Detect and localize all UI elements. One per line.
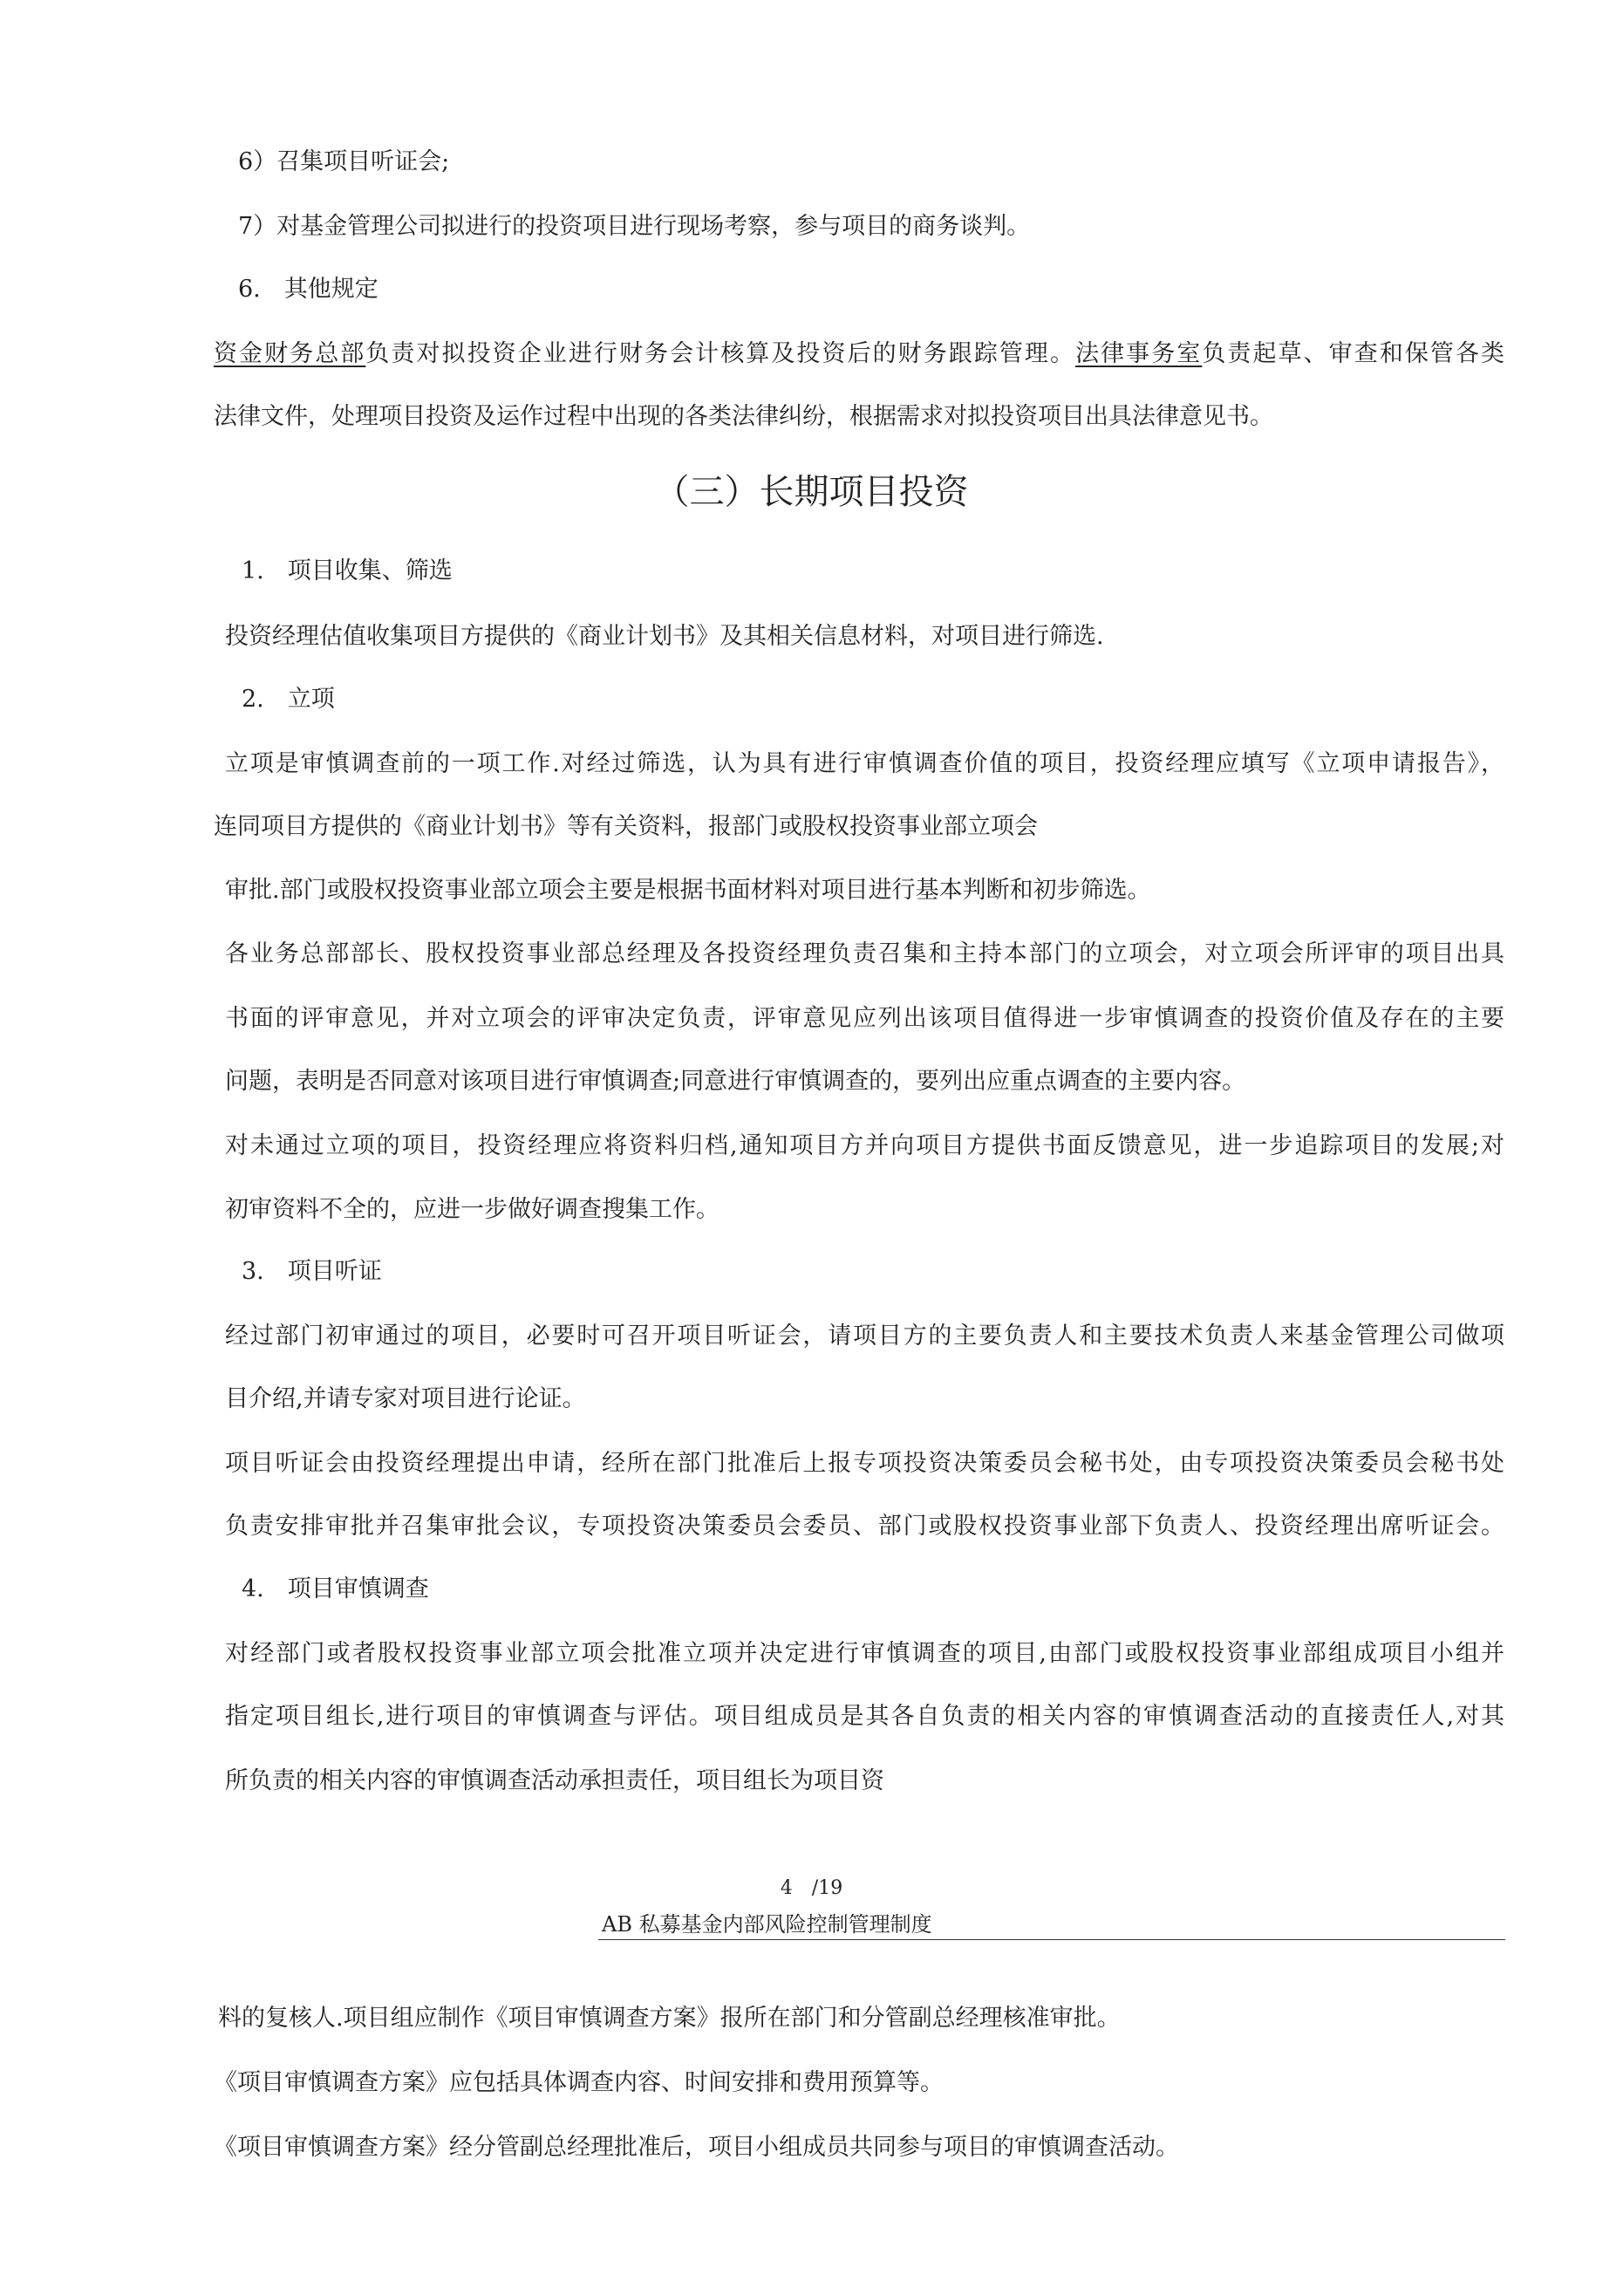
paragraph-rejected-line2: 初审资料不全的，应进一步做好调查搜集工作。: [225, 1196, 719, 1223]
list-item-6: 6）召集项目听证会;: [238, 148, 450, 175]
page-number: 4 /19: [780, 1877, 843, 1899]
paragraph-rejected-line1: 对未通过立项的项目，投资经理应将资料归档,通知项目方并向项目方提供书面反馈意见，进一步追踪项目的发展;对: [225, 1132, 1504, 1159]
paragraph-hearing-line2: 目介绍,并请专家对项目进行论证。: [225, 1385, 586, 1412]
paragraph-review-line2: 书面的评审意见，并对立项会的评审决定负责，评审意见应列出该项目值得进一步审慎调查的投资价值及存在的主要: [225, 1005, 1504, 1032]
paragraph-review-line1: 各业务总部部长、股权投资事业部总经理及各投资经理负责召集和主持本部门的立项会，对立项会所评审的项目出具: [225, 940, 1504, 967]
finance-duties-text: 负责对拟投资企业进行财务会计核算及投资后的财务跟踪管理。: [365, 340, 1076, 367]
document-footer-title: AB 私募基金内部风险控制管理制度: [602, 1912, 932, 1937]
paragraph-review-line3: 问题，表明是否同意对该项目进行审慎调查;同意进行审慎调查的，要列出应重点调查的主要内容。: [225, 1068, 1246, 1095]
heading-due-diligence: 4. 项目审慎调查: [242, 1575, 429, 1602]
paragraph-hearing-process-line2: 负责安排审批并召集审批会议，专项投资决策委员会委员、部门或股权投资事业部下负责人、投资经理出席听证会。: [225, 1513, 1504, 1540]
legal-duties-text: 负责起草、审查和保管各类: [1202, 340, 1505, 367]
paragraph-approval: 审批.部门或股权投资事业部立项会主要是根据书面材料对项目进行基本判断和初步筛选。: [225, 877, 1151, 904]
heading-project-initiation: 2. 立项: [242, 686, 335, 713]
paragraph-initiation-line1: 立项是审慎调查前的一项工作.对经过筛选，认为具有进行审慎调查价值的项目，投资经理应填写《立项申请报告》，: [225, 750, 1504, 777]
list-item-7: 7）对基金管理公司拟进行的投资项目进行现场考察，参与项目的商务谈判。: [238, 213, 1031, 240]
paragraph-initiation-line2: 连同项目方提供的《商业计划书》等有关资料，报部门或股权投资事业部立项会: [214, 813, 1038, 840]
next-page-line1: 料的复核人.项目组应制作《项目审慎调查方案》报所在部门和分管副总经理核准审批。: [218, 2005, 1121, 2032]
heading-other-rules: 6. 其他规定: [238, 276, 378, 303]
paragraph-responsibilities-line2: 法律文件，处理项目投资及运作过程中出现的各类法律纠纷，根据需求对拟投资项目出具法律意见书。: [214, 403, 1273, 430]
paragraph-due-diligence-line3: 所负责的相关内容的审慎调查活动承担责任，项目组长为项目资: [225, 1767, 884, 1794]
paragraph-hearing-process-line1: 项目听证会由投资经理提出申请，经所在部门批准后上报专项投资决策委员会秘书处，由专项投资决策委员会秘书处: [225, 1450, 1504, 1477]
paragraph-hearing-line1: 经过部门初审通过的项目，必要时可召开项目听证会，请项目方的主要负责人和主要技术负责人来基金管理公司做项: [225, 1322, 1504, 1350]
next-page-line3: 《项目审慎调查方案》经分管副总经理批准后，项目小组成员共同参与项目的审慎调查活动。: [214, 2134, 1179, 2161]
heading-project-collection: 1. 项目收集、筛选: [242, 557, 453, 584]
dept-finance: 资金财务总部: [214, 340, 366, 367]
paragraph-due-diligence-line2: 指定项目组长,进行项目的审慎调查与评估。项目组成员是其各自负责的相关内容的审慎调查活动的直接责任人,对其: [225, 1703, 1504, 1730]
dept-legal: 法律事务室: [1075, 340, 1203, 367]
next-page-line2: 《项目审慎调查方案》应包括具体调查内容、时间安排和费用预算等。: [214, 2069, 944, 2096]
paragraph-collection: 投资经理估值收集项目方提供的《商业计划书》及其相关信息材料，对项目进行筛选.: [225, 623, 1104, 650]
heading-project-hearing: 3. 项目听证: [242, 1258, 382, 1285]
section-title: （三）长期项目投资: [654, 472, 969, 512]
paragraph-responsibilities-line1: [214, 338, 1504, 370]
paragraph-due-diligence-line1: 对经部门或者股权投资事业部立项会批准立项并决定进行审慎调查的项目,由部门或股权投资事业部组成项目小组并: [225, 1640, 1504, 1667]
footer-divider: [598, 1939, 1505, 1940]
